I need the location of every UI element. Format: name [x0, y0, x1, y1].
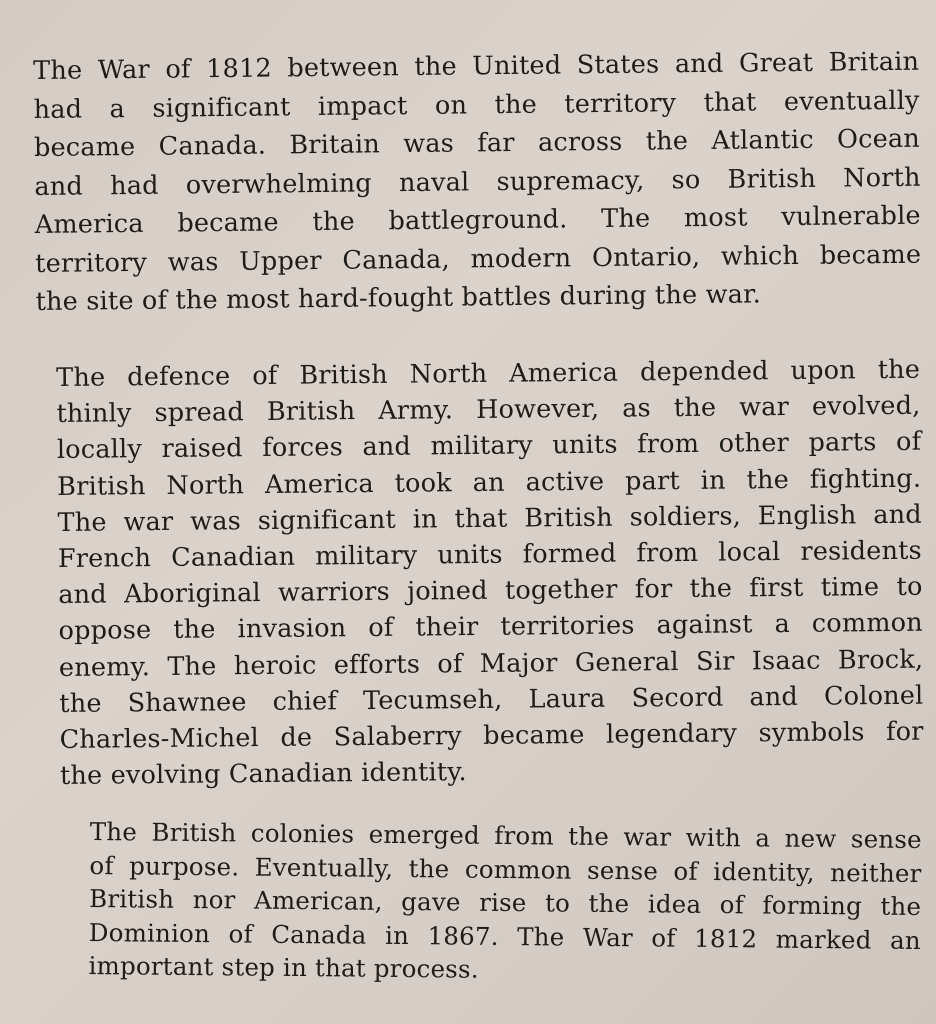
text-line: Charles-Michel de Salaberry became legendary symbols for	[59, 716, 924, 756]
text-line: thinly spread British Army. However, as the war evolved,	[56, 390, 921, 430]
text-line: French Canadian military units formed from local residents	[57, 535, 923, 575]
text-line: of purpose. Eventually, the common sense of identity, neither	[89, 850, 922, 888]
paragraph-defence	[56, 352, 924, 795]
text-line: America became the battleground. The most vulnerable	[34, 200, 921, 240]
text-line: British nor American, gave rise to the idea of forming the	[89, 883, 922, 921]
text-line: The War of 1812 between the United States and Great Britain	[33, 46, 920, 86]
text-line: locally raised forces and military units from other parts of	[56, 427, 922, 466]
text-line: and had overwhelming naval supremacy, so British North	[34, 162, 921, 202]
text-line: enemy. The heroic efforts of Major General Sir Isaac Brock,	[58, 644, 924, 683]
text-line: and Aboriginal warriors joined together for the first time to	[58, 571, 923, 611]
paragraph-colonies-emerged	[88, 815, 922, 990]
text-line: the evolving Canadian identity.	[59, 757, 467, 792]
text-line: the Shawnee chief Tecumseh, Laura Secord and Colonel	[59, 680, 924, 719]
text-line: British North America took an active part in the fighting.	[57, 463, 922, 502]
text-line: Dominion of Canada in 1867. The War of 1812 marked an	[88, 917, 921, 955]
text-line: territory was Upper Canada, modern Ontario, which became	[35, 239, 922, 279]
text-line: The British colonies emerged from the war with a new sense	[89, 816, 922, 854]
text-line: oppose the invasion of their territories against a common	[58, 608, 923, 647]
text-line: The defence of British North America depended upon the	[56, 354, 921, 393]
text-line: The war was significant in that British soldiers, English and	[57, 499, 922, 538]
text-line: the site of the most hard-fought battles during the war.	[35, 279, 762, 317]
paragraph-war-impact	[33, 43, 922, 322]
text-line: had a significant impact on the territory that eventually	[33, 85, 920, 125]
text-line: important step in that process.	[88, 950, 479, 984]
text-line: became Canada. Britain was far across the Atlantic Ocean	[33, 123, 921, 163]
